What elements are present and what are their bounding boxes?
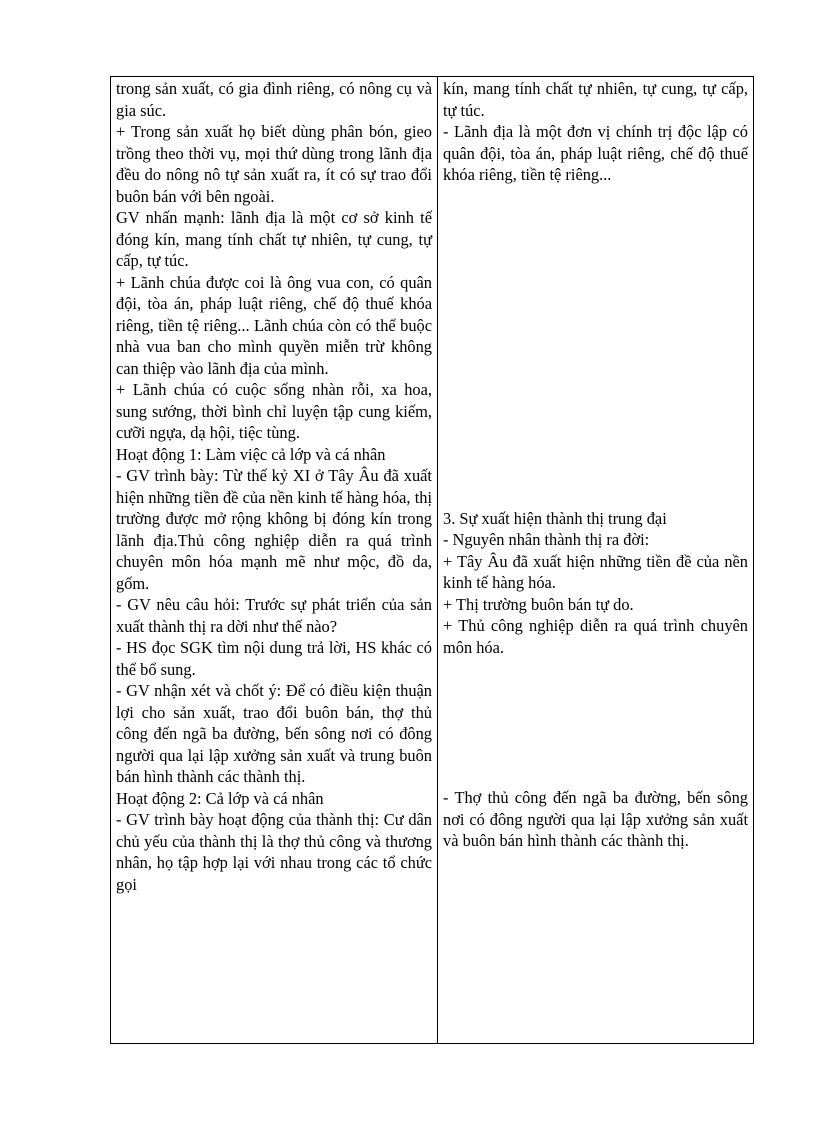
spacer bbox=[443, 186, 748, 508]
section-heading: 3. Sự xuất hiện thành thị trung đại bbox=[443, 508, 667, 528]
paragraph: + Lãnh chúa được coi là ông vua con, có quân đội, tòa án, pháp luật riêng, chế độ thuế khóa riêng, tiền tệ riêng... Lãnh chúa còn có thể buộc nhà vua ban cho mình quyền miễn trừ không can thiệp vào lãnh địa của mình. bbox=[116, 272, 432, 378]
paragraph: - Thợ thủ công đến ngã ba đường, bến sông nơi có đông người qua lại lập xưởng sản xuất và buôn bán hình thành các thành thị. bbox=[443, 788, 748, 850]
paragraph: + Thủ công nghiệp diễn ra quá trình chuyên môn hóa. bbox=[443, 616, 748, 657]
lesson-table bbox=[110, 76, 754, 1044]
paragraph: trong sản xuất, có gia đình riêng, có nông cụ và gia súc. bbox=[116, 79, 432, 120]
spacer bbox=[443, 658, 748, 787]
teacher-activity-column bbox=[111, 77, 438, 1044]
paragraph: - GV trình bày hoạt động của thành thị: Cư dân chủ yếu của thành thị là thợ thủ công và thương nhân, họ tập hợp lại với nhau trong các tổ chức gọi bbox=[116, 810, 432, 894]
paragraph: - GV nhận xét và chốt ý: Để có điều kiện thuận lợi cho sản xuất, trao đổi buôn bán, thợ thủ công đến ngã ba đường, bến sông nơi có đông người qua lại lập xưởng sản xuất và trung buôn bán hình thành các thành thị. bbox=[116, 681, 432, 786]
paragraph: - Lãnh địa là một đơn vị chính trị độc lập có quân đội, tòa án, pháp luật riêng, chế độ thuế khóa riêng, tiền tệ riêng... bbox=[443, 122, 748, 184]
paragraph: - GV nêu câu hỏi: Trước sự phát triển của sản xuất thành thị ra dời như thế nào? bbox=[116, 595, 432, 636]
activity-heading: Hoạt động 2: Cả lớp và cá nhân bbox=[116, 788, 324, 808]
paragraph: - HS đọc SGK tìm nội dung trả lời, HS khác có thể bổ sung. bbox=[116, 638, 432, 679]
paragraph: kín, mang tính chất tự nhiên, tự cung, tự cấp, tự túc. bbox=[443, 79, 748, 120]
paragraph: - Nguyên nhân thành thị ra đời: bbox=[443, 530, 650, 549]
paragraph: + Lãnh chúa có cuộc sống nhàn rỗi, xa hoa, sung sướng, thời bình chỉ luyện tập cung kiếm, cưỡi ngựa, dạ hội, tiệc tùng. bbox=[116, 380, 432, 442]
table-row bbox=[111, 77, 754, 1044]
paragraph: + Trong sản xuất họ biết dùng phân bón, gieo trồng theo thời vụ, mọi thứ dùng trong lãnh địa đều do nông nô tự sản xuất ra, ít có sự trao đổi buôn bán với bên ngoài. bbox=[116, 122, 432, 206]
paragraph: GV nhấn mạnh: lãnh địa là một cơ sở kinh tế đóng kín, mang tính chất tự nhiên, tự cung, tự cấp, tự túc. bbox=[116, 208, 432, 270]
paragraph: + Thị trường buôn bán tự do. bbox=[443, 594, 634, 614]
knowledge-column bbox=[438, 77, 754, 1044]
paragraph: - GV trình bày: Từ thế kỷ XI ở Tây Âu đã xuất hiện những tiền đề của nền kinh tế hàng hóa, thị trường được mở rộng không bị đóng kín trong lãnh địa.Thủ công nghiệp diễn ra quá trình chuyên môn hóa mạnh mẽ như mộc, đồ da, gốm. bbox=[116, 466, 432, 593]
paragraph: + Tây Âu đã xuất hiện những tiền đề của nền kinh tế hàng hóa. bbox=[443, 551, 748, 592]
activity-heading: Hoạt động 1: Làm việc cả lớp và cá nhân bbox=[116, 444, 386, 464]
